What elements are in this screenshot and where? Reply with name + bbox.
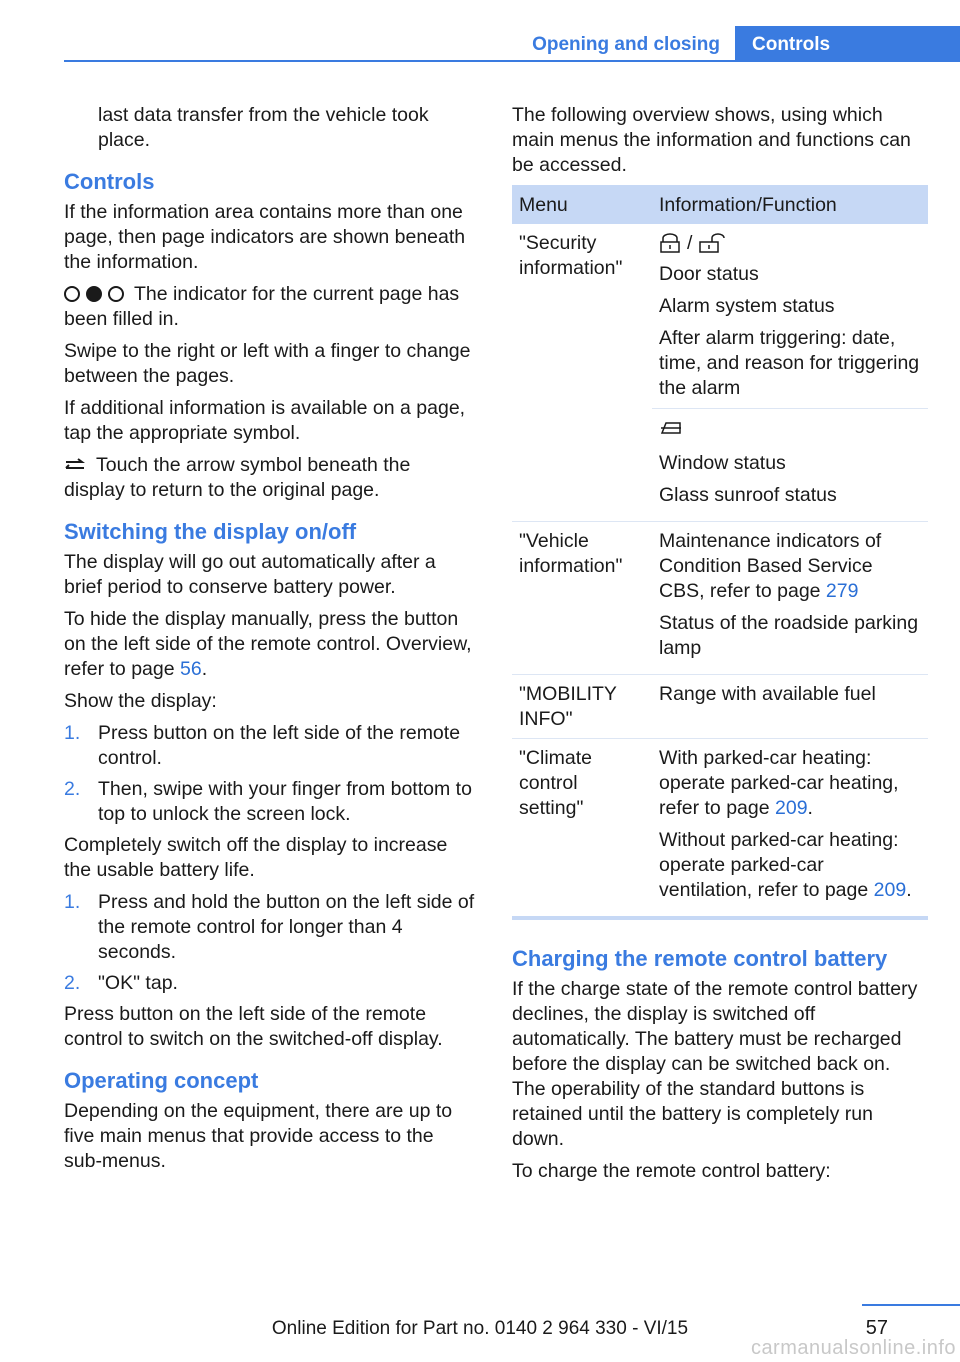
- list-item: [64, 721, 476, 771]
- switching-heading: Switching the display on/off: [64, 519, 357, 544]
- list-item: [64, 777, 476, 827]
- table-row: [512, 675, 928, 739]
- empty-dot-icon: [64, 286, 80, 302]
- tap-symbol-paragraph: If additional information is available on a page, tap the appropriate symbol.: [64, 397, 466, 444]
- table-row: [512, 522, 928, 675]
- function-cell: [652, 522, 928, 675]
- list-number: 1.: [64, 891, 81, 913]
- lock-closed-icon: [659, 233, 681, 253]
- controls-heading: Controls: [64, 169, 155, 194]
- ventilation-info: [659, 828, 921, 903]
- right-column: [512, 103, 928, 1191]
- list-text: Press button on the left side of the remote control.: [98, 722, 461, 769]
- list-text: "OK" tap.: [98, 972, 178, 994]
- filled-dot-icon: [86, 286, 102, 302]
- ventilation-text: Without parked-car heating: operate parked-car ventilation, refer to page: [659, 829, 899, 901]
- intro-text: last data transfer from the vehicle took place.: [98, 104, 429, 151]
- icon-separator: /: [687, 231, 693, 254]
- switch-on-paragraph: Press button on the left side of the remote control to switch on the switched-off display.: [64, 1003, 443, 1050]
- operating-concept-paragraph: Depending on the equipment, there are up to five main menus that provide access to the sub-menus.: [64, 1100, 453, 1172]
- section-tab[interactable]: Opening and closing: [532, 34, 720, 55]
- function-cell: [652, 675, 928, 739]
- auto-off-paragraph: The display will go out automatically after a brief period to conserve battery power.: [64, 551, 436, 598]
- table-header-function: Information/Function: [652, 185, 928, 224]
- current-section-tab[interactable]: Controls: [735, 26, 960, 62]
- page-link-56[interactable]: 56: [180, 658, 202, 680]
- charging-instruction: To charge the remote control battery:: [512, 1160, 831, 1182]
- operating-concept-heading: Operating concept: [64, 1068, 259, 1093]
- sunroof-status: Glass sunroof status: [659, 484, 837, 506]
- list-text: Press and hold the button on the left side of the remote control for longer than 4 seconds.: [98, 891, 475, 963]
- page-link-209[interactable]: 209: [775, 797, 808, 819]
- list-text: Then, swipe with your finger from bottom to top to unlock the screen lock.: [98, 778, 472, 825]
- page-link-209[interactable]: 209: [873, 879, 907, 901]
- function-cell: [652, 224, 928, 522]
- menu-cell: "Climate control setting": [519, 747, 593, 819]
- lock-icons-line: [659, 231, 728, 255]
- hide-display-paragraph: [64, 607, 476, 682]
- window-icon-line: [659, 417, 921, 444]
- return-arrow-icon: [64, 458, 86, 472]
- menu-cell: "Security information": [519, 232, 623, 279]
- table-row: [512, 739, 928, 919]
- back-arrow-text: Touch the arrow symbol beneath the display to return to the original page.: [64, 454, 411, 501]
- parking-lamp-status: Status of the roadside parking lamp: [659, 612, 919, 659]
- alarm-status: Alarm system status: [659, 295, 835, 317]
- lock-open-icon: [698, 233, 728, 253]
- left-column: [64, 103, 476, 1181]
- alarm-trigger-info: After alarm triggering: date, time, and reason for triggering the alarm: [659, 327, 920, 399]
- edition-text: Online Edition for Part no. 0140 2 964 330 - VI/15: [271, 1318, 689, 1339]
- function-cell: [652, 739, 928, 919]
- heating-info: [659, 746, 921, 821]
- page-link-279[interactable]: 279: [825, 580, 859, 602]
- divider: [652, 408, 928, 409]
- list-number: 2.: [64, 972, 81, 994]
- back-arrow-paragraph: [64, 453, 476, 503]
- range-info: Range with available fuel: [659, 683, 876, 705]
- maintenance-info: [659, 529, 921, 604]
- heating-text: With parked-car heating: operate parked-car heating, refer to page: [659, 747, 899, 819]
- list-number: 1.: [64, 722, 81, 744]
- header-bar: [64, 26, 960, 62]
- overview-intro: The following overview shows, using which main menus the information and functions can be accessed.: [512, 104, 911, 176]
- show-display-label: Show the display:: [64, 690, 217, 712]
- swipe-paragraph: Swipe to the right or left with a finger to change between the pages.: [64, 340, 471, 387]
- table-row: [512, 224, 928, 522]
- menu-cell: "Vehicle information": [519, 530, 623, 577]
- page-number: 57: [865, 1317, 888, 1339]
- table-header-row: [512, 185, 928, 224]
- switch-off-paragraph: Completely switch off the display to increase the usable battery life.: [64, 834, 448, 881]
- car-window-icon: [659, 417, 683, 437]
- menu-table: [512, 185, 928, 920]
- period: .: [807, 797, 813, 819]
- page-indicator-paragraph: [64, 282, 476, 332]
- period: .: [906, 879, 912, 901]
- controls-paragraph: If the information area contains more than one page, then page indicators are shown beneath the information.: [64, 201, 466, 273]
- footer-divider: [862, 1304, 960, 1306]
- list-number: 2.: [64, 778, 81, 800]
- period: .: [201, 658, 208, 680]
- maintenance-text: Maintenance indicators of Condition Based Service CBS, refer to page: [659, 530, 882, 602]
- page-indicator-text: The indicator for the current page has been filled in.: [64, 283, 460, 330]
- hide-display-text: To hide the display manually, press the button on the left side of the remote control. Overview, refer to page: [64, 608, 472, 680]
- table-header-menu: Menu: [512, 185, 652, 224]
- window-status: Window status: [659, 452, 786, 474]
- charging-paragraph: If the charge state of the remote control battery declines, the display is switched off automatically. The battery must be recharged before the display can be switched back on. The operability of the standard buttons is retained until the battery is completely run down.: [512, 978, 918, 1150]
- empty-dot-icon: [108, 286, 124, 302]
- door-status: Door status: [659, 263, 759, 285]
- list-item: [64, 890, 476, 965]
- list-item: [64, 971, 476, 996]
- page-indicator-dots-icon: [64, 286, 124, 302]
- watermark: carmanualsonline.info: [750, 1337, 956, 1359]
- charging-heading: Charging the remote control battery: [512, 946, 888, 971]
- menu-cell: "MOBILITY INFO": [519, 683, 617, 730]
